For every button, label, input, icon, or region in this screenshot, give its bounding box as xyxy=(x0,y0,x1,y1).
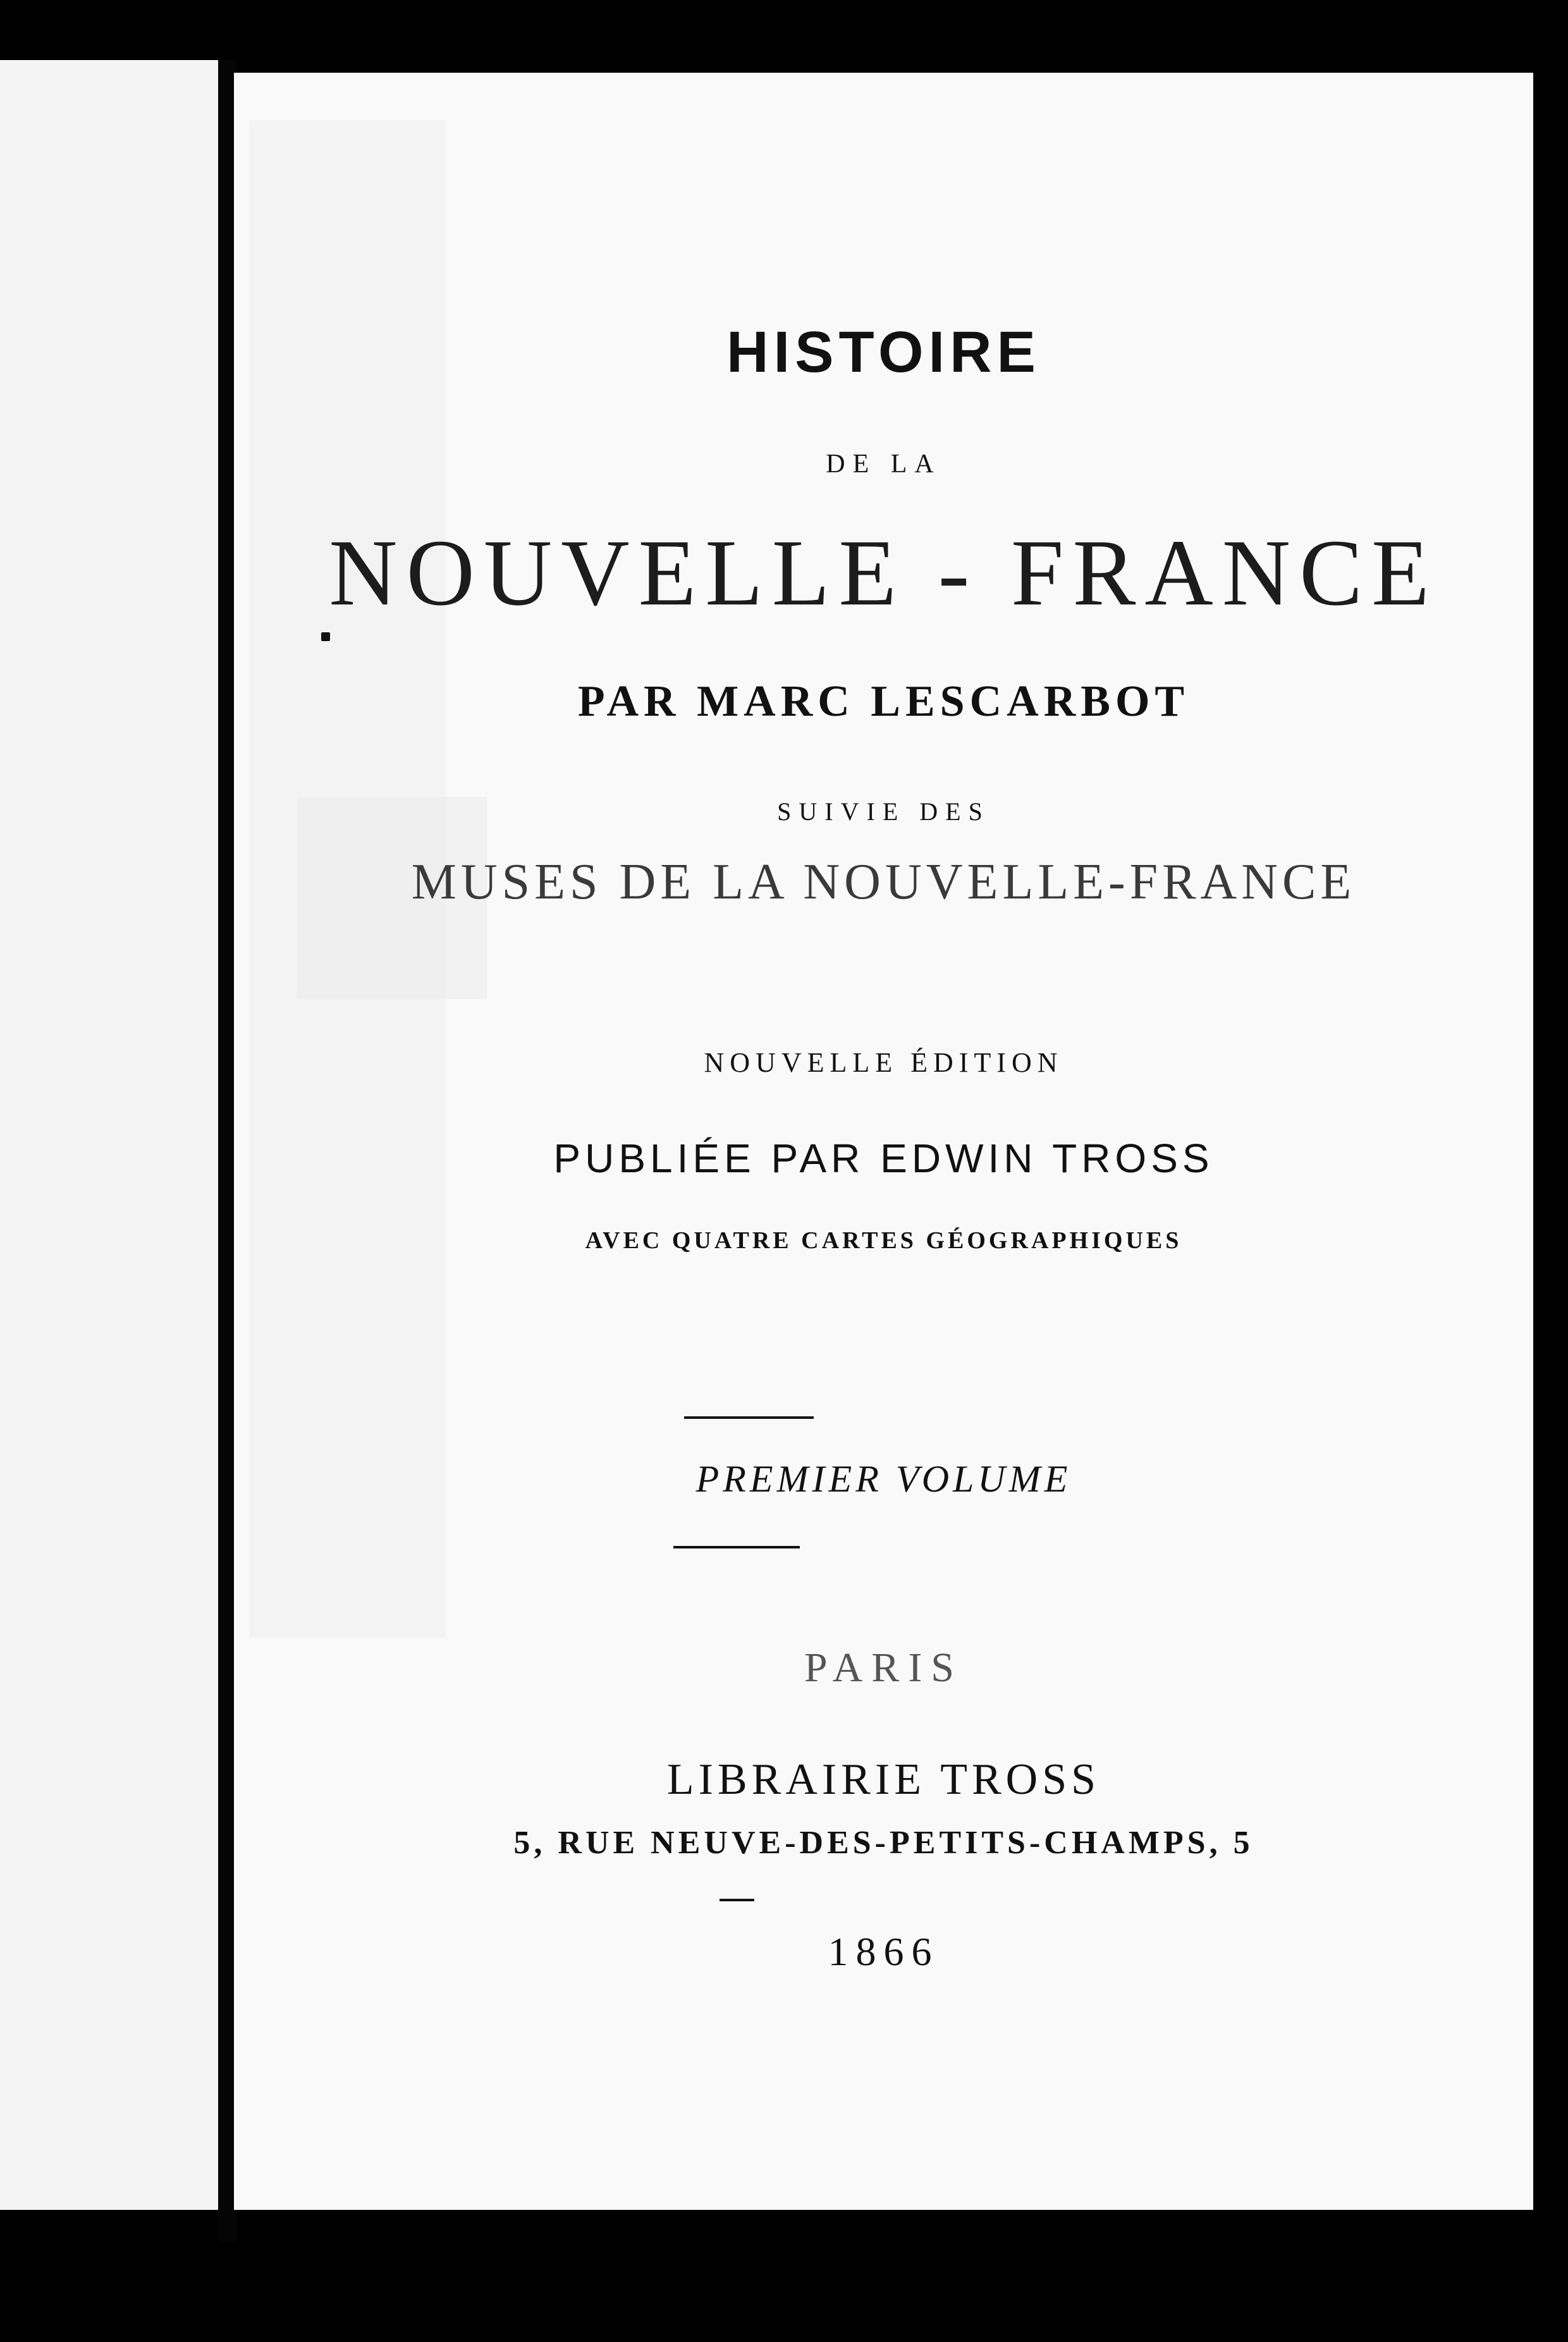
imprint-publisher: LIBRAIRIE TROSS xyxy=(666,1755,1101,1804)
ink-speck xyxy=(321,632,330,641)
imprint-city: PARIS xyxy=(804,1645,964,1691)
author-line: PAR MARC LESCARBOT xyxy=(577,677,1190,726)
maps-note: AVEC QUATRE CARTES GÉOGRAPHIQUES xyxy=(585,1227,1182,1254)
imprint-year: 1866 xyxy=(828,1929,940,1974)
adjacent-page-edge xyxy=(0,60,228,2210)
divider-rule xyxy=(720,1899,754,1901)
title-histoire: HISTOIRE xyxy=(726,320,1041,384)
divider-rule xyxy=(673,1546,800,1548)
edition-line: NOUVELLE ÉDITION xyxy=(704,1047,1063,1078)
followed-by-line: SUIVIE DES xyxy=(777,797,990,826)
title-de-la: DE LA xyxy=(826,450,941,479)
imprint-address: 5, RUE NEUVE-DES-PETITS-CHAMPS, 5 xyxy=(513,1825,1254,1861)
volume-label: PREMIER VOLUME xyxy=(695,1458,1072,1500)
title-nouvelle-france: NOUVELLE - FRANCE xyxy=(329,520,1438,625)
subtitle-muses: MUSES DE LA NOUVELLE-FRANCE xyxy=(411,854,1356,910)
editor-line: PUBLIÉE PAR EDWIN TROSS xyxy=(553,1136,1214,1181)
divider-rule xyxy=(684,1416,814,1419)
